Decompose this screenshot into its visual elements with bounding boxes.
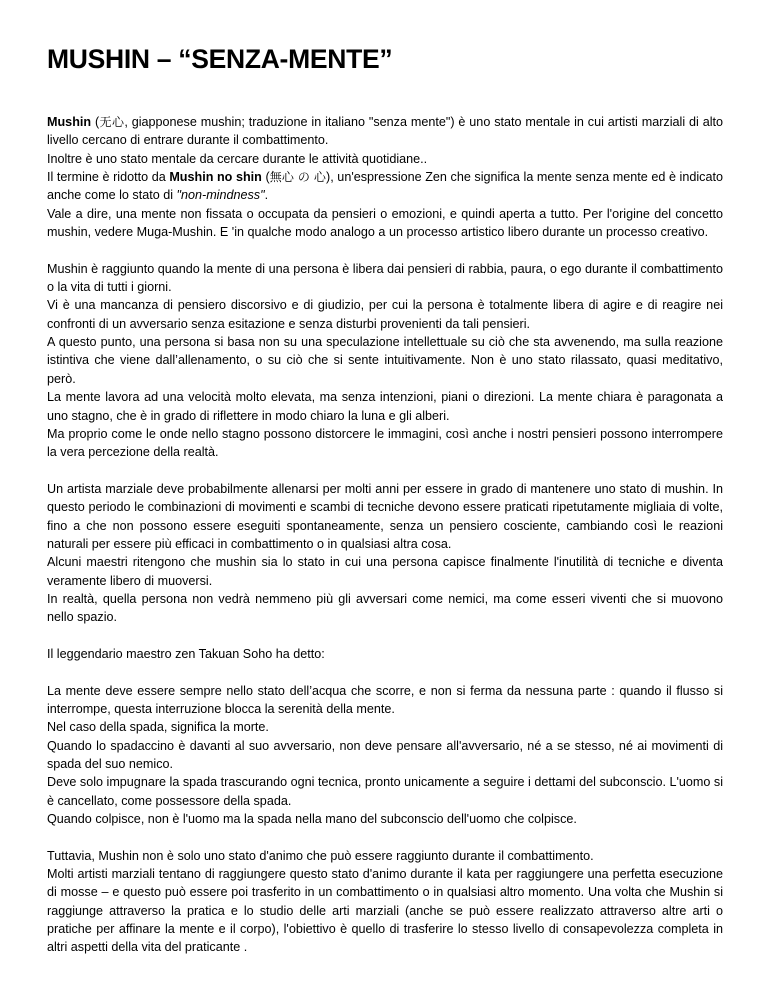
paragraph: Ma proprio come le onde nello stagno possono distorcere le immagini, così anche i nostri pensieri possono interrompere la vera percezione della realtà. [47,426,723,460]
paragraph-term [47,168,723,205]
kanji-mushin: 无心 [99,115,125,129]
term-mushin-no-shin: Mushin no shin [169,170,262,185]
text-run: , giapponese mushin; traduzione in italiano "senza mente") è uno stato mentale in cui artisti marziali di alto livello cercano di entrare durante il combattimento. [47,115,723,148]
paragraph-quote: La mente deve essere sempre nello stato dell’acqua che scorre, e non si ferma da nessuna parte : quando il flusso si interrompe, questa interruzione blocca la serenità della mente. [47,683,723,716]
text-run: ), un'espressione Zen che significa la mente senza mente ed è indicato anche come lo stato di [47,170,723,203]
paragraph: Molti artisti marziali tentano di raggiungere questo stato d'animo durante il kata per raggiungere una perfetta esecuzione di mosse – e questo può essere poi trasferito in un combattimento o in qualsiasi altro momento. Una volta che Mushin si raggiunge attraverso la pratica e lo studio delle arti marziali (anche se può essere realizzato attraverso altre arti o pratiche per affinare la mente e il corpo), l'obiettivo è quello di trasferire lo stesso livello di consapevolezza completa in altri aspetti della vita del praticante . [47,867,723,955]
paragraph: Tuttavia, Mushin non è solo uno stato d'animo che può essere raggiunto durante il combattimento. [47,848,594,863]
paragraph: Alcuni maestri ritengono che mushin sia lo stato in cui una persona capisce finalmente l'inutilità di tecniche e diventa veramente libero di muoversi. [47,555,723,588]
paragraph: Vale a dire, una mente non fissata o occupata da pensieri o emozioni, e quindi aperta a tutto. Per l'origine del concetto mushin, vedere Muga-Mushin. E 'in qualche modo analogo a un processo artistico libero durante un processo creativo. [47,206,723,240]
text-run: ( [91,115,100,129]
text-run: ( [261,170,270,185]
document-title: MUSHIN – “SENZA-MENTE” [47,44,393,74]
paragraph-quote: Nel caso della spada, significa la morte. [47,720,269,735]
paragraph: Mushin è raggiunto quando la mente di una persona è libera dai pensieri di rabbia, paura, o ego durante il combattimento o la vita di tutti i giorni. [47,261,723,295]
term-mushin: Mushin [47,115,92,129]
kanji-mushin-no-shin: 無心 の 心 [269,170,327,185]
paragraph-quote: Quando lo spadaccino è davanti al suo avversario, non deve pensare all'avversario, né a se stesso, né ai movimenti di spada del suo nemico. [47,738,723,772]
paragraph: Un artista marziale deve probabilmente allenarsi per molti anni per essere in grado di mantenere uno stato di mushin. In questo periodo le combinazioni di movimenti e scambi di tecniche devono essere praticati ripetutamente migliaia di volte, fino a che non possono essere eseguiti spontaneamente, senza un pensiero cosciente, cambiando così le reazioni naturali per essere più efficaci in combattimento o in qualsiasi altra cosa. [47,481,723,551]
paragraph-quote: Deve solo impugnare la spada trascurando ogni tecnica, pronto unicamente a seguire i dettami del subconscio. L'uomo si è cancellato, come possessore della spada. [47,775,723,808]
text-run: Il termine è ridotto da [47,170,170,185]
text-run: . [264,188,269,203]
paragraph: Inoltre è uno stato mentale da cercare durante le attività quotidiane.. [47,151,428,166]
quote-non-mindness: "non-mindness" [176,188,265,203]
paragraph: Il leggendario maestro zen Takuan Soho ha detto: [47,646,325,661]
paragraph: A questo punto, una persona si basa non su una speculazione intellettuale su ciò che sta avvenendo, ma sulla reazione istintiva che viene dall’allenamento, o su ciò che si sente intuitivamente. Non è uno stato rilassato, quasi meditativo, però. [47,335,723,386]
paragraph: In realtà, quella persona non vedrà nemmeno più gli avversari come nemici, ma come esseri viventi che si muovono nello spazio. [47,591,723,625]
paragraph: Vi è una mancanza di pensiero discorsivo e di giudizio, per cui la persona è totalmente libera di agire e di reagire nei confronti di un avversario senza esitazione e senza disturbi provenienti da tali pensieri. [47,298,723,331]
paragraph-quote: Quando colpisce, non è l'uomo ma la spada nella mano del subconscio dell'uomo che colpisce. [47,812,577,827]
paragraph-intro [47,113,723,150]
paragraph: La mente lavora ad una velocità molto elevata, ma senza intenzioni, piani o direzioni. La mente chiara è paragonata a uno stagno, che è in grado di riflettere in modo chiaro la luna e gli alberi. [47,390,723,423]
document-body [47,113,723,957]
